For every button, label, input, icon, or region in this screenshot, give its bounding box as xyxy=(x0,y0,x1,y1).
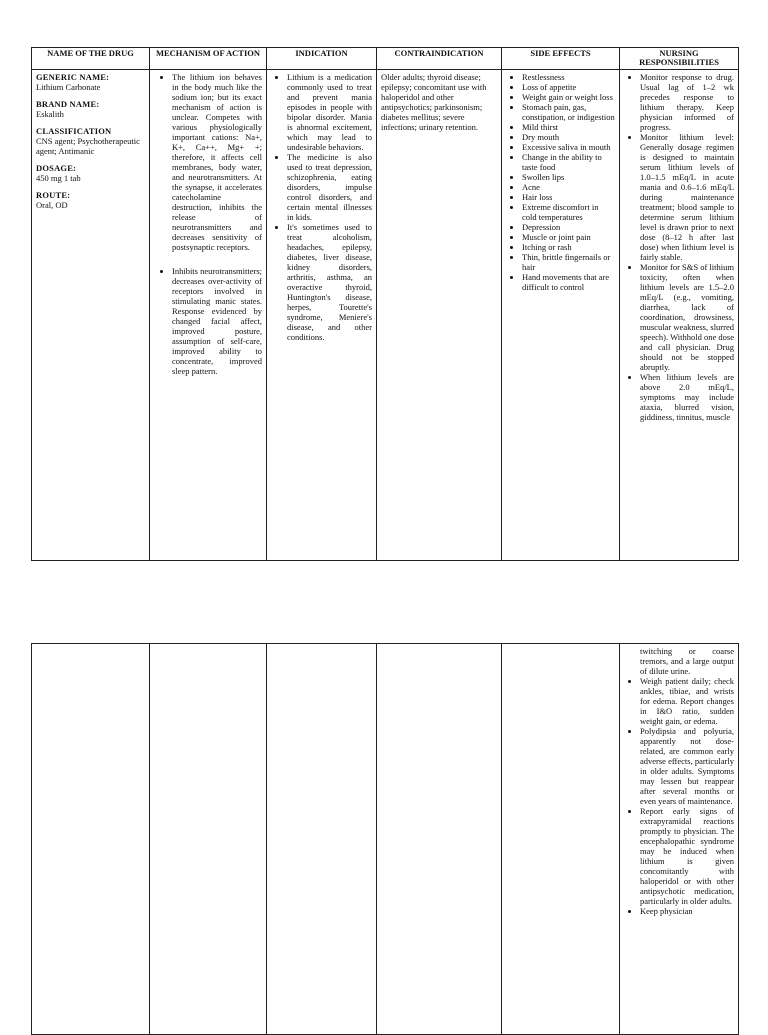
mechanism-cell xyxy=(150,69,267,560)
side-effect-item: • Excessive saliva in mouth xyxy=(522,142,615,152)
side-effects-cell xyxy=(502,69,620,560)
side-effect-item: • Thin, brittle fingernails or hair xyxy=(522,252,615,272)
mechanism-item: • The lithium ion behaves in the body much like the sodium ion; but its exact mechanism of action is unclear. Competes with various physiologically important cations: Na+, K+, Ca++, Mg+ +; therefore, it affects cell membranes, body water, and neurotransmitters. At the synapse, it accelerates catecholamine destruction, inhibits the release of neurotransmitters and decreases sensitivity of postsynaptic receptors. xyxy=(172,72,262,252)
side-effects-cell-empty xyxy=(502,644,620,1035)
mechanism-item: • Inhibits neurotransmitters; decreases over-activity of receptors involved in stimulating manic states. Response evidenced by changed facial affect, improved posture, assumption of self-care, improved ability to concentrate, improved sleep pattern. xyxy=(172,266,262,376)
table-header-row xyxy=(32,48,739,70)
contraindication-cell xyxy=(377,69,502,560)
table-row xyxy=(32,644,739,1035)
header-name-of-drug: NAME OF THE DRUG xyxy=(32,48,150,70)
contraindication-cell-empty xyxy=(377,644,502,1035)
side-effect-item: • Muscle or joint pain xyxy=(522,232,615,242)
header-contraindication: CONTRAINDICATION xyxy=(377,48,502,70)
indication-cell xyxy=(267,69,377,560)
nursing-continuation-text: twitching or coarse tremors, and a large output of dilute urine. xyxy=(640,646,734,677)
nursing-item: • Report early signs of extrapyramidal reactions promptly to physician. The encephalopathic syndrome may be induced when lithium is given concomitantly with haloperidol or with other antipsychotic medication, particularly in older adults. xyxy=(640,806,734,906)
header-mechanism: MECHANISM OF ACTION xyxy=(150,48,267,70)
side-effect-item: • Hair loss xyxy=(522,192,615,202)
drug-name-cell xyxy=(32,69,150,560)
indication-item: • It's sometimes used to treat alcoholism, headaches, epilepsy, diabetes, liver disease, kidney disorders, arthritis, asthma, an overactive thyroid, Huntington's disease, herpes, Tourette's syndrome, Meniere's disease, and other conditions. xyxy=(287,222,372,342)
side-effect-item: • Depression xyxy=(522,222,615,232)
generic-name-value: Lithium Carbonate xyxy=(36,81,101,92)
drug-study-table-page-2 xyxy=(31,643,739,1035)
indication-cell-empty xyxy=(267,644,377,1035)
side-effect-item: • Acne xyxy=(522,182,615,192)
mechanism-cell-empty xyxy=(150,644,267,1035)
nursing-item: • Monitor lithium level: Generally dosage regimen is designed to maintain serum lithium levels of 1.0–1.5 mEq/L in acute mania and 0.6–1.6 mEq/L during maintenance treatment; blood sample to determine serum lithium level is drawn prior to next dose (8–12 h after last dose) when lithium level is fairly stable. xyxy=(640,132,734,262)
header-nursing: NURSING RESPONSIBILITIES xyxy=(620,48,739,70)
nursing-item: • Monitor response to drug. Usual lag of 1–2 wk precedes response to lithium therapy. Keep physician informed of progress. xyxy=(640,72,734,132)
header-side-effects: SIDE EFFECTS xyxy=(502,48,620,70)
dosage-value: 450 mg 1 tab xyxy=(36,172,81,183)
drug-name-cell-empty xyxy=(32,644,150,1035)
side-effect-item: • Hand movements that are difficult to control xyxy=(522,272,615,292)
nursing-cell xyxy=(620,69,739,560)
route-value: Oral, OD xyxy=(36,199,68,210)
generic-name-label: GENERIC NAME: xyxy=(36,71,110,82)
nursing-cell-continued xyxy=(620,644,739,1035)
nursing-item: • When lithium levels are above 2.0 mEq/L, symptoms may include ataxia, blurred vision, giddiness, tinnitus, muscle xyxy=(640,372,734,422)
classification-label: CLASSIFICATION xyxy=(36,125,112,136)
classification-value: CNS agent; Psychotherapeutic agent; Antimanic xyxy=(36,135,140,156)
side-effect-item: • Extreme discomfort in cold temperatures xyxy=(522,202,615,222)
indication-item: • The medicine is also used to treat depression, schizophrenia, eating disorders, impulse control disorders, and certain mental illnesses in kids. xyxy=(287,152,372,222)
brand-name-label: BRAND NAME: xyxy=(36,98,100,109)
side-effect-item: • Weight gain or weight loss xyxy=(522,92,615,102)
side-effect-item: • Itching or rash xyxy=(522,242,615,252)
route-label: ROUTE: xyxy=(36,189,71,200)
side-effect-item: • Change in the ability to taste food xyxy=(522,152,615,172)
contraindication-text: Older adults; thyroid disease; epilepsy; concomitant use with haloperidol and other antipsychotics; parkinsonism; diabetes mellitus; severe infections; urinary retention. xyxy=(381,71,487,132)
side-effect-item: • Mild thirst xyxy=(522,122,615,132)
side-effect-item: • Swollen lips xyxy=(522,172,615,182)
nursing-item: • Monitor for S&S of lithium toxicity, often when lithium levels are 1.5–2.0 mEq/L (e.g., vomiting, diarrhea, lack of coordination, drowsiness, muscular weakness, slurred speech). Withhold one dose and call physician. Drug should not be stopped abruptly. xyxy=(640,262,734,372)
side-effect-item: • Dry mouth xyxy=(522,132,615,142)
dosage-label: DOSAGE: xyxy=(36,162,77,173)
side-effect-item: • Stomach pain, gas, constipation, or indigestion xyxy=(522,102,615,122)
brand-name-value: Eskalith xyxy=(36,108,64,119)
indication-item: • Lithium is a medication commonly used to treat and prevent mania episodes in people with bipolar disorder. Mania is abnormal excitement, which may lead to undesirable behaviors. xyxy=(287,72,372,152)
table-row xyxy=(32,69,739,560)
side-effect-item: • Restlessness xyxy=(522,72,615,82)
header-indication: INDICATION xyxy=(267,48,377,70)
side-effect-item: • Loss of appetite xyxy=(522,82,615,92)
nursing-item: • Polydipsia and polyuria, apparently not dose-related, are common early adverse effects, particularly in older adults. Symptoms may lessen but reappear after several months or even years of maintenance. xyxy=(640,726,734,806)
nursing-item: • Keep physician xyxy=(640,906,734,916)
nursing-item: • Weigh patient daily; check ankles, tibiae, and wrists for edema. Report changes in I&O ratio, sudden weight gain, or edema. xyxy=(640,676,734,726)
drug-study-table-page-1 xyxy=(31,47,739,561)
